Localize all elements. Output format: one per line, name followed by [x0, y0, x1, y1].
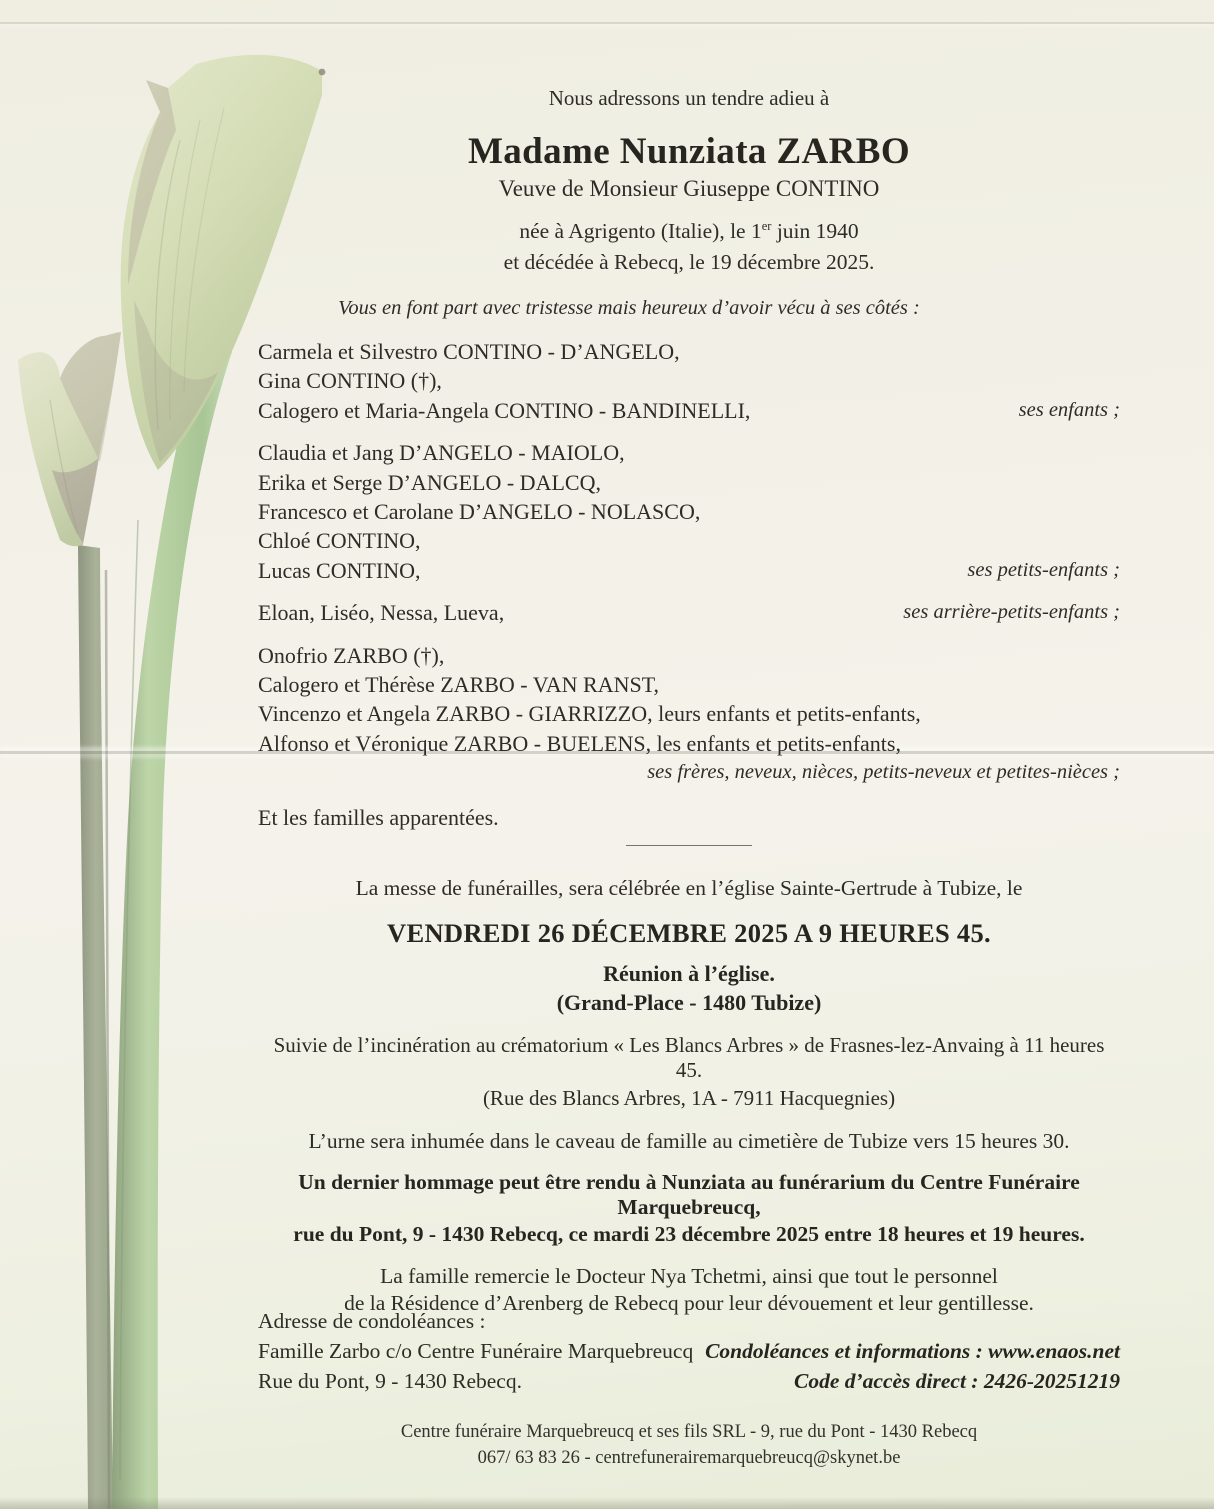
birth-line — [258, 219, 1120, 244]
thanks-line-2: de la Résidence d’Arenberg de Rebecq pour leur dévouement et leur gentillesse. — [344, 1291, 1034, 1315]
related-families-line: Et les familles apparentées. — [258, 804, 499, 830]
condolences-info-line: Condoléances et informations : www.enaos.net — [705, 1339, 1120, 1363]
mass-line: La messe de funérailles, sera célébrée en l’église Sainte-Gertrude à Tubize, le — [355, 876, 1023, 900]
relationship-label: ses frères, neveux, nièces, petits-neveux et petites-nièces ; — [647, 761, 1120, 784]
birth-ordinal: er — [761, 219, 772, 233]
header — [258, 86, 1120, 275]
homage-line-2: rue du Pont, 9 - 1430 Rebecq, ce mardi 23 décembre 2025 entre 18 heures et 19 heures. — [293, 1222, 1085, 1246]
family-group-siblings — [258, 641, 1120, 788]
relationship-label: ses arrière-petits-enfants ; — [903, 601, 1120, 624]
condolences-address-line-2: Rue du Pont, 9 - 1430 Rebecq. — [258, 1369, 522, 1393]
footer-line-1: Centre funéraire Marquebreucq et ses fils SRL - 9, rue du Pont - 1430 Rebecq — [400, 1422, 978, 1442]
urn-line: L’urne sera inhumée dans le caveau de famille au cimetière de Tubize vers 15 heures 30. — [308, 1129, 1070, 1153]
family-member-line: Lucas CONTINO, — [258, 557, 421, 583]
family-group-grandchildren — [258, 438, 1120, 585]
condolences-heading: Adresse de condoléances : — [258, 1309, 486, 1333]
calla-stem-main — [112, 345, 232, 1509]
family-member-line: Calogero et Maria-Angela CONTINO - BANDINELLI, — [258, 397, 751, 423]
relationship-label: ses enfants ; — [1018, 398, 1120, 421]
family-member-line: Onofrio ZARBO (†), — [258, 642, 445, 668]
family-member-line: Calogero et Thérèse ZARBO - VAN RANST, — [258, 672, 660, 698]
meeting-line: Réunion à l’église. — [603, 961, 775, 986]
family-member-line: Chloé CONTINO, — [258, 528, 421, 554]
family-member-line: Francesco et Carolane D’ANGELO - NOLASCO, — [258, 499, 701, 525]
widow-line: Veuve de Monsieur Giuseppe CONTINO — [498, 176, 880, 201]
access-code-line: Code d’accès direct : 2426-20251219 — [793, 1369, 1120, 1393]
family-group-great-grandchildren — [258, 598, 1120, 627]
condolences-row — [258, 1336, 1120, 1366]
family-member-line: Vincenzo et Angela ZARBO - GIARRIZZO, leurs enfants et petits-enfants, — [258, 701, 921, 727]
family-member-line: Alfonso et Véronique ZARBO - BUELENS, les enfants et petits-enfants, — [258, 730, 901, 756]
family-member-line: Carmela et Silvestro CONTINO - D’ANGELO, — [258, 339, 680, 364]
relationship-label: ses petits-enfants ; — [967, 558, 1120, 581]
family-group-children — [258, 337, 1120, 425]
ceremony-section — [258, 845, 1120, 1316]
announcement-line: Vous en font part avec tristesse mais heureux d’avoir vécu à ses côtés : — [338, 297, 920, 319]
meeting-address: (Grand-Place - 1480 Tubize) — [556, 990, 822, 1015]
section-divider — [626, 845, 752, 846]
intro-line: Nous adressons un tendre adieu à — [548, 86, 830, 110]
death-line: et décédée à Rebecq, le 19 décembre 2025. — [503, 250, 875, 275]
footer-line-2: 067/ 63 83 26 - centrefunerairemarquebreucq@skynet.be — [477, 1448, 901, 1468]
condolences-row — [258, 1366, 1120, 1396]
birth-text: née à Agrigento (Italie), le 1 — [519, 219, 762, 244]
condolences-address-line-1: Famille Zarbo c/o Centre Funéraire Marquebreucq — [258, 1339, 694, 1363]
funeral-home-footer — [258, 1419, 1120, 1471]
family-member-line: Gina CONTINO (†), — [258, 368, 442, 394]
family-member-line: Eloan, Liséo, Nessa, Lueva, — [258, 600, 505, 626]
family-member-line: Claudia et Jang D’ANGELO - MAIOLO, — [258, 440, 625, 466]
birth-text-suffix: juin 1940 — [771, 219, 859, 244]
family-member-line: Erika et Serge D’ANGELO - DALCQ, — [258, 469, 601, 495]
thanks-line-1: La famille remercie le Docteur Nya Tchetmi, ainsi que tout le personnel — [380, 1264, 998, 1288]
scan-edge-shadow — [0, 1497, 1214, 1509]
cremation-line: Suivie de l’incinération au crématorium « Les Blancs Arbres » de Frasnes-lez-Anvaing à 11 heures 45. — [273, 1033, 1105, 1082]
family-list — [258, 337, 1120, 832]
deceased-name: Madame Nunziata ZARBO — [467, 131, 911, 172]
funeral-date-line: VENDREDI 26 DÉCEMBRE 2025 A 9 HEURES 45. — [387, 918, 991, 948]
homage-line-1: Un dernier hommage peut être rendu à Nunziata au funérarium du Centre Funéraire Marquebreucq, — [298, 1170, 1080, 1219]
condolences-section — [258, 1306, 1120, 1396]
cremation-address: (Rue des Blancs Arbres, 1A - 7911 Hacquegnies) — [482, 1086, 896, 1110]
